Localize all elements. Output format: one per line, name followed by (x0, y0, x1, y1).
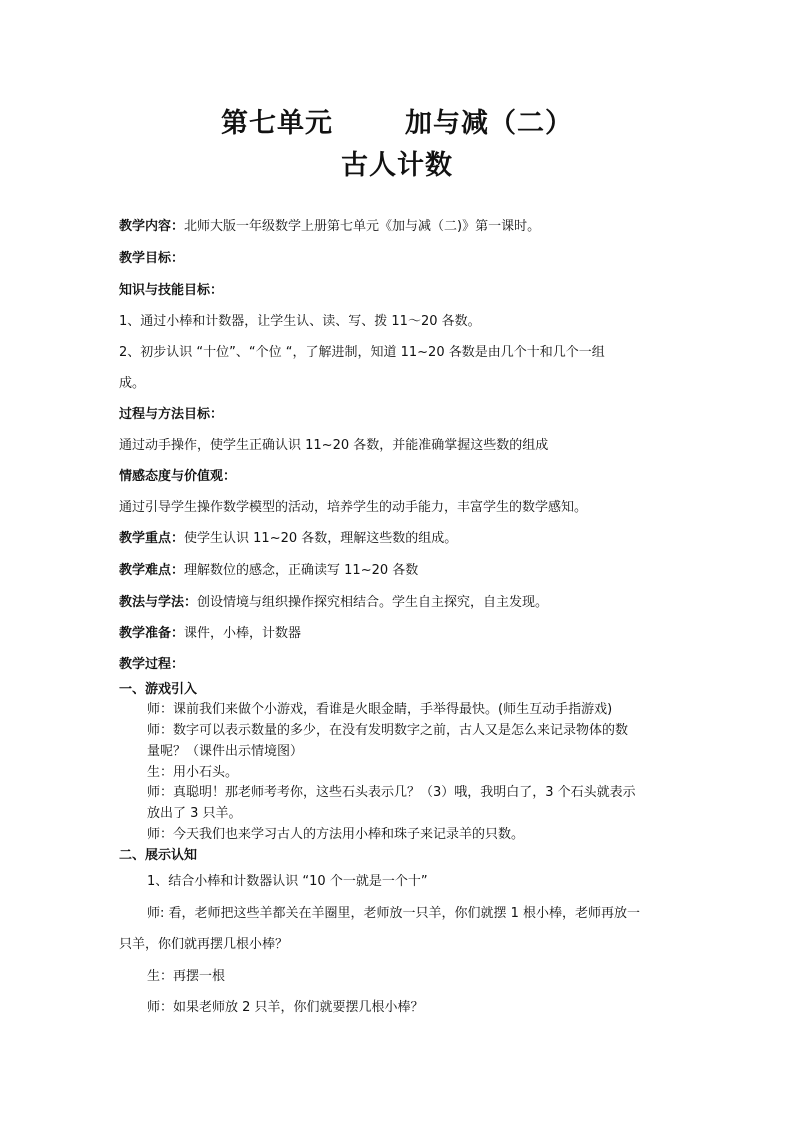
difficulty (119, 562, 679, 580)
section-1-line-6: 放出了 3 只羊。 (147, 806, 242, 821)
emotion-goal-label: 情感态度与价值观： (119, 469, 237, 484)
section-2-line-5: 师：如果老师放 2 只羊，你们就要摆几根小棒？ (147, 1000, 424, 1015)
section-2-line-4: 生：再摆一根 (147, 969, 226, 984)
key-point-text: 使学生认识 11~20 各数，理解这些数的组成。 (184, 531, 458, 546)
difficulty-text: 理解数位的感念，正确读写 11~20 各数 (184, 563, 419, 578)
preparation-label: 教学准备： (119, 626, 185, 641)
teaching-content-label: 教学内容： (119, 219, 185, 234)
unit-name: 第七单元 (221, 108, 333, 139)
key-point (119, 530, 679, 548)
knowledge-item-2-line-1: 2、初步认识 “十位”、“个位 “，了解进制，知道 11~20 各数是由几个十和几个一组 (119, 345, 605, 360)
teaching-content-text: 北师大版一年级数学上册第七单元《加与减（二)》第一课时。 (184, 219, 541, 234)
section-2-heading: 二、展示认知 (119, 848, 198, 863)
section-1-line-4: 生：用小石头。 (147, 765, 239, 780)
section-1-line-7: 师：今天我们也来学习古人的方法用小棒和珠子来记录羊的只数。 (147, 827, 525, 842)
section-2-line-2: 师: 看，老师把这些羊都关在羊圈里，老师放一只羊，你们就摆 1 根小棒，老师再放一 (147, 906, 641, 921)
section-1-heading: 一、游戏引入 (119, 682, 198, 697)
knowledge-item-1: 1、通过小棒和计数器，让学生认、读、写、拨 11～20 各数。 (119, 314, 481, 329)
process-goal-text: 通过动手操作，使学生正确认识 11~20 各数，并能准确掌握这些数的组成 (119, 438, 549, 453)
section-1-line-3: 量呢？（课件出示情境图） (147, 744, 304, 759)
knowledge-goal-label: 知识与技能目标： (119, 283, 224, 298)
section-1-line-2: 师：数字可以表示数量的多少，在没有发明数字之前，古人又是怎么来记录物体的数 (147, 723, 629, 738)
section-1-line-1: 师：课前我们来做个小游戏，看谁是火眼金睛，手举得最快。(师生互动手指游戏) (147, 702, 613, 717)
preparation-text: 课件，小棒，计数器 (184, 626, 302, 641)
lesson-title: 古人计数 (341, 150, 453, 181)
teaching-method (119, 594, 679, 612)
teaching-method-label: 教法与学法： (119, 595, 198, 610)
teaching-goals-label: 教学目标： (119, 251, 185, 266)
section-1-line-5: 师：真聪明！那老师考考你，这些石头表示几？（3）哦，我明白了，3 个石头就表示 (147, 785, 636, 800)
teaching-process-label: 教学过程： (119, 657, 185, 672)
key-point-label: 教学重点： (119, 531, 185, 546)
preparation (119, 625, 679, 643)
teaching-method-text: 创设情境与组织操作探究相结合。学生自主探究，自主发现。 (197, 595, 549, 610)
unit-title (0, 101, 794, 140)
difficulty-label: 教学难点： (119, 563, 185, 578)
process-goal-label: 过程与方法目标： (119, 407, 224, 422)
section-2-line-3: 只羊，你们就再摆几根小棒？ (119, 937, 289, 952)
section-2-line-1: 1、结合小棒和计数器认识 “10 个一就是一个十” (147, 874, 428, 889)
emotion-goal-text: 通过引导学生操作数学模型的活动，培养学生的动手能力，丰富学生的数学感知。 (119, 500, 588, 515)
unit-topic: 加与减（二） (405, 108, 573, 139)
knowledge-item-2-line-2: 成。 (119, 376, 146, 391)
teaching-content (119, 218, 679, 236)
